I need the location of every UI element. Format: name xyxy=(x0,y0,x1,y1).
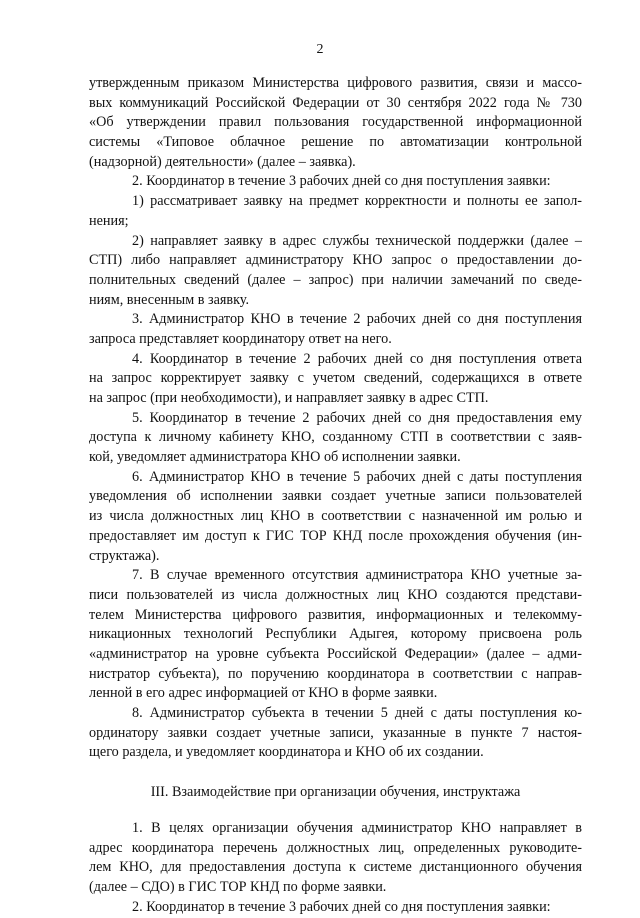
text-line: 3. Администратор КНО в течение 2 рабочих дней со дня поступления xyxy=(132,311,582,328)
text-line: на запрос корректирует заявку с учетом сведений, содержащихся в ответе xyxy=(89,370,582,387)
text-line: нения; xyxy=(89,212,129,229)
section-2-continuation xyxy=(89,74,582,763)
text-line: уведомления об исполнении заявки создает учетные записи пользователей xyxy=(89,488,582,505)
paragraph-p3 xyxy=(89,310,582,349)
text-line: нистратор субъекта), по поручению координатора в соответствии с направ- xyxy=(89,665,582,682)
paragraph-intro xyxy=(89,74,582,172)
text-line: 7. В случае временного отсутствия администратора КНО учетные за- xyxy=(132,567,582,584)
text-line: полнительных сведений (далее – запрос) при наличии замечаний по сведе- xyxy=(89,271,582,288)
text-line: никационных технологий Республики Адыгея, которому присвоена роль xyxy=(89,626,582,643)
text-line: (далее – СДО) в ГИС ТОР КНД по форме заявки. xyxy=(89,879,387,896)
paragraph-p2-2 xyxy=(89,232,582,311)
text-line: утвержденным приказом Министерства цифрового развития, связи и массо- xyxy=(89,75,582,91)
text-line: 2. Координатор в течение 3 рабочих дней со дня поступления заявки: xyxy=(132,898,551,915)
text-line: 1. В целях организации обучения администратор КНО направляет в xyxy=(132,820,582,837)
text-line: 2. Координатор в течение 3 рабочих дней со дня поступления заявки: xyxy=(132,173,551,190)
text-line: ниям, внесенным в заявку. xyxy=(89,291,250,308)
text-line: щего раздела, и уведомляет координатора и КНО об их создании. xyxy=(89,744,484,761)
paragraph-p4 xyxy=(89,350,582,409)
paragraph-p2 xyxy=(89,172,582,192)
text-line: лем КНО, для предоставления доступа к системе дистанционного обучения xyxy=(89,859,582,876)
text-line: 4. Координатор в течение 2 рабочих дней со дня поступления ответа xyxy=(132,350,582,367)
text-line: телем Министерства цифрового развития, информационных и телекомму- xyxy=(89,606,582,623)
text-line: системы «Типовое облачное решение по автоматизации контрольной xyxy=(89,134,582,151)
text-line: 8. Администратор субъекта в течении 5 дней с даты поступления ко- xyxy=(132,705,582,721)
paragraph-p8 xyxy=(89,704,582,763)
paragraph-s3-p1 xyxy=(89,819,582,898)
text-line: доступа к личному кабинету КНО, созданному СТП в соответствии с заяв- xyxy=(89,429,582,446)
text-line: СТП) либо направляет администратору КНО запрос о предоставлении до- xyxy=(89,252,582,269)
text-line: ленной в его адрес информацией от КНО в форме заявки. xyxy=(89,685,438,702)
paragraph-s3-p2 xyxy=(89,898,582,918)
text-line: «администратор на уровне субъекта Российской Федерации» (далее – адми- xyxy=(89,645,582,662)
text-line: 5. Координатор в течение 2 рабочих дней со дня предоставления ему xyxy=(132,409,582,426)
text-line: (надзорной) деятельности» (далее – заявка). xyxy=(89,153,356,170)
paragraph-p2-1 xyxy=(89,192,582,231)
paragraph-p7 xyxy=(89,566,582,704)
section-3-body xyxy=(89,819,582,917)
text-line: ординатору заявки создает учетные записи, указанные в пункте 7 настоя- xyxy=(89,724,582,741)
text-line: предоставляет им доступ к ГИС ТОР КНД после прохождения обучения (ин- xyxy=(89,527,582,544)
section-heading: III. Взаимодействие при организации обучения, инструктажа xyxy=(150,784,521,801)
text-line: писи пользователей из числа должностных лиц КНО создаются представи- xyxy=(89,586,582,603)
text-line: 2) направляет заявку в адрес службы технической поддержки (далее – xyxy=(132,232,582,249)
text-line: 1) рассматривает заявку на предмет корректности и полноты ее запол- xyxy=(132,193,582,210)
text-line: на запрос (при необходимости), и направляет заявку в адрес СТП. xyxy=(89,390,489,406)
text-line: из числа должностных лиц КНО в соответствии с назначенной им ролью и xyxy=(89,508,582,525)
text-line: «Об утверждении правил пользования государственной информационной xyxy=(89,114,582,131)
page-number: 2 xyxy=(316,42,324,57)
paragraph-p6 xyxy=(89,468,582,566)
text-line: 6. Администратор КНО в течение 5 рабочих дней с даты поступления xyxy=(132,468,582,485)
document-body xyxy=(89,74,582,918)
text-line: структажа). xyxy=(89,547,160,564)
text-line: адрес координатора перечень должностных лиц, определенных руководите- xyxy=(89,839,582,856)
text-line: вых коммуникаций Российской Федерации от 30 сентября 2022 года № 730 xyxy=(89,94,582,111)
paragraph-p5 xyxy=(89,409,582,468)
text-line: кой, уведомляет администратора КНО об исполнении заявки. xyxy=(89,449,461,466)
text-line: запроса представляет координатору ответ на него. xyxy=(89,330,392,347)
